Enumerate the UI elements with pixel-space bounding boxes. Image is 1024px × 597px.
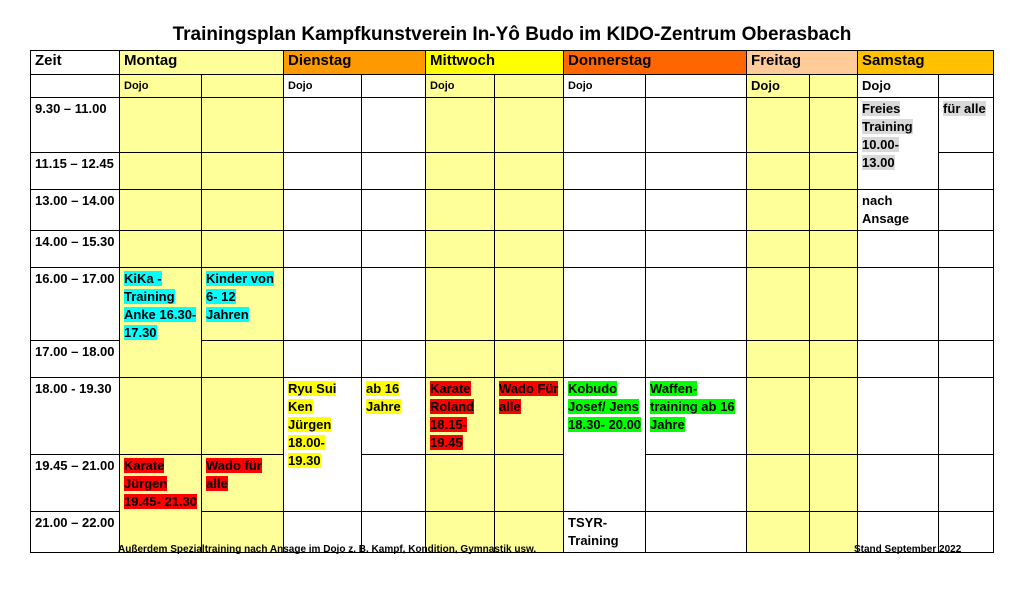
time-slot: 13.00 – 14.00 (31, 190, 120, 231)
training-schedule-table (30, 50, 994, 553)
table-row (31, 268, 994, 341)
dojo-label-mittwoch: Dojo (426, 75, 495, 98)
dojo-label-dienstag: Dojo (284, 75, 362, 98)
time-slot: 9.30 – 11.00 (31, 98, 120, 153)
entry-don-tsyr-training: TSYR- Training (564, 512, 646, 553)
entry-die-ab-16: ab 16 Jahre (366, 381, 401, 414)
header-mittwoch: Mittwoch (426, 51, 564, 75)
dojo-label-montag: Dojo (120, 75, 202, 98)
table-row (31, 98, 994, 153)
table-row (31, 153, 994, 190)
table-row (31, 190, 994, 231)
entry-mon-karate-juergen: Karate Jürgen 19.45- 21.30 (124, 458, 198, 509)
entry-die-ryu-sui-ken: Ryu Sui Ken Jürgen 18.00- 19.30 (288, 381, 337, 468)
footer-date: Stand September 2022 (854, 544, 962, 555)
dojo-label-samstag: Dojo (858, 75, 939, 98)
page-title: Trainingsplan Kampfkunstverein In-Yô Budo im KIDO-Zentrum Oberasbach (172, 24, 852, 45)
time-slot: 14.00 – 15.30 (31, 231, 120, 268)
entry-mon-wado: Wado für alle (206, 458, 262, 491)
entry-mon-kika-training: KiKa - Training Anke 16.30- 17.30 (124, 271, 197, 340)
entry-mon-kinder: Kinder von 6- 12 Jahren (206, 271, 274, 322)
time-slot: 17.00 – 18.00 (31, 341, 120, 378)
entry-mit-wado: Wado Für alle (499, 381, 559, 414)
footer-note: Außerdem Spezialtraining nach Ansage im Dojo z. B. Kampf, Kondition, Gymnastik usw. (118, 544, 537, 555)
time-slot: 16.00 – 17.00 (31, 268, 120, 341)
time-slot: 18.00 - 19.30 (31, 378, 120, 455)
entry-sat-freies-training: Freies Training 10.00- 13.00 (862, 101, 913, 170)
header-dienstag: Dienstag (284, 51, 426, 75)
entry-sat-nach-ansage: nach Ansage (858, 190, 939, 231)
header-montag: Montag (120, 51, 284, 75)
header-zeit: Zeit (31, 51, 120, 75)
header-row-days (31, 51, 994, 75)
header-donnerstag: Donnerstag (564, 51, 747, 75)
header-row-dojo (31, 75, 994, 98)
time-slot: 21.00 – 22.00 (31, 512, 120, 553)
table-row (31, 378, 994, 455)
time-slot: 11.15 – 12.45 (31, 153, 120, 190)
time-slot: 19.45 – 21.00 (31, 455, 120, 512)
entry-mit-karate-roland: Karate Roland 18.15- 19.45 (430, 381, 475, 450)
dojo-label-donnerstag: Dojo (564, 75, 646, 98)
dojo-label-freitag: Dojo (747, 75, 810, 98)
entry-sat-fuer-alle: für alle (943, 101, 986, 116)
table-row (31, 455, 994, 512)
entry-don-kobudo: Kobudo Josef/ Jens 18.30- 20.00 (568, 381, 642, 432)
entry-don-waffentraining: Waffen- training ab 16 Jahre (650, 381, 735, 432)
header-freitag: Freitag (747, 51, 858, 75)
header-samstag: Samstag (858, 51, 994, 75)
table-row (31, 231, 994, 268)
